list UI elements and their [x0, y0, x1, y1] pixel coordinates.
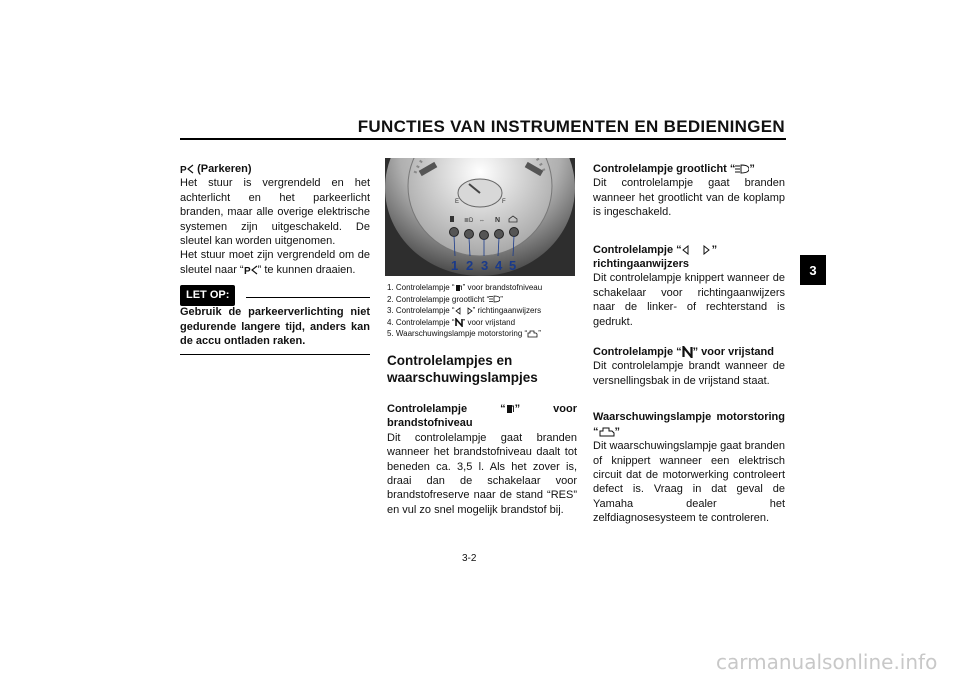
- header-rule: [180, 138, 786, 140]
- svg-text:≣D: ≣D: [464, 218, 474, 224]
- svg-text:F: F: [502, 199, 506, 205]
- chapter-tab: 3: [800, 255, 826, 285]
- watermark: carmanualsonline.info: [716, 650, 938, 674]
- caption-4: 4. Controlelampje “ ” voor vrijstand: [387, 317, 516, 327]
- high-beam-icon: [735, 164, 749, 174]
- caption-1: 1. Controlelampje “ ” voor brandstofniveau: [387, 283, 543, 292]
- parking-text-1: Het stuur is vergrendeld en het achterlicht en het parkeerlicht branden, maar alle overige elektrische systemen zijn uitgeschakeld. De sleutel kan worden uitgenomen.: [180, 177, 370, 248]
- svg-text:N: N: [495, 217, 501, 224]
- parking-icon: [180, 164, 194, 174]
- figure-captions: [387, 282, 577, 340]
- turn-signal-icon: [455, 307, 473, 315]
- fuel-text: Dit controlelampje gaat branden wanneer het brandstofniveau daalt tot beneden ca. 3,5 l. Als het zover is, draai dan de schakelaar voor brandstofreserve naar de stand “RES” en vul zo snel mogelijk brandstof bij.: [387, 431, 577, 516]
- caption-3: 3. Controlelampje “ ” richtingaanwijzers: [387, 306, 542, 316]
- figure-number-1: 1: [451, 258, 459, 273]
- figure-number-4: 4: [495, 258, 503, 273]
- figure-number-3: 3: [481, 258, 489, 273]
- caution-rule: [246, 297, 370, 298]
- caution-box: [180, 285, 370, 305]
- caption-2: 2. Controlelampje grootlicht “ ”: [387, 294, 503, 304]
- parking-text-2: Het stuur moet zijn vergrendeld om de sleutel naar “ P ” te kunnen draaien.: [180, 249, 370, 276]
- page-header-title: FUNCTIES VAN INSTRUMENTEN EN BEDIENINGEN: [357, 117, 785, 136]
- turn-signal-heading: Controlelampje “ ” richtingaanwijzers: [593, 243, 718, 271]
- engine-heading: Waarschuwingslampje motorstoring “ ”: [593, 411, 785, 438]
- fuel-pump-icon: [455, 284, 463, 292]
- svg-text:P: P: [243, 265, 251, 275]
- svg-text:P: P: [180, 165, 187, 175]
- turn-signal-text: Dit controlelampje knippert wanneer de schakelaar voor richtingaanwijzers naar de linker- of rechterstand is gedrukt.: [593, 272, 785, 328]
- neutral-n-icon: [682, 346, 693, 358]
- fuel-heading: Controlelampje “ ” voor brandstofniveau: [387, 403, 577, 430]
- caution-label: LET OP:: [180, 285, 235, 305]
- engine-icon: [599, 427, 615, 437]
- caption-5: 5. Waarschuwingslampje motorstoring “ ”: [387, 329, 541, 339]
- high-beam-text: Dit controlelampje gaat branden wanneer het grootlicht van de koplamp is ingeschakeld.: [593, 177, 785, 219]
- parking-heading: P (Parkeren): [180, 163, 252, 175]
- figure-number-5: 5: [509, 258, 517, 273]
- svg-text:⇔: ⇔: [479, 218, 485, 224]
- right-column: [593, 162, 785, 526]
- neutral-heading: Controlelampje “ ” voor vrijstand: [593, 346, 774, 359]
- figure-number-2: 2: [466, 258, 474, 273]
- left-column: [180, 162, 370, 355]
- fuel-block: [387, 402, 577, 517]
- instrument-figure: [385, 158, 575, 276]
- fuel-pump-icon: [506, 404, 515, 414]
- engine-icon: [527, 330, 538, 338]
- page-number: 3-2: [462, 553, 477, 564]
- caution-end-rule: [180, 354, 370, 355]
- neutral-text: Dit controlelampje brandt wanneer de versnellingsbak in de vrijstand staat.: [593, 360, 785, 387]
- high-beam-icon: [489, 295, 500, 303]
- turn-signal-icon: [682, 245, 712, 255]
- svg-text:E: E: [455, 199, 460, 205]
- engine-text: Dit waarschuwingslampje gaat branden of knippert wanneer een elektrisch circuit dat de motorwerking controleert defect is. Vraag in dat geval de Yamaha dealer het zelfdiagnosesysteem te controleren.: [593, 440, 785, 525]
- parking-icon: [244, 265, 258, 275]
- caution-text: Gebruik de parkeerverlichting niet gedurende langere tijd, anders kan de accu ontladen raken.: [180, 306, 370, 348]
- section-heading: Controlelampjes en waarschuwingslampjes: [387, 353, 538, 385]
- high-beam-heading: Controlelampje grootlicht “ ”: [593, 163, 755, 175]
- neutral-n-icon: [455, 318, 463, 327]
